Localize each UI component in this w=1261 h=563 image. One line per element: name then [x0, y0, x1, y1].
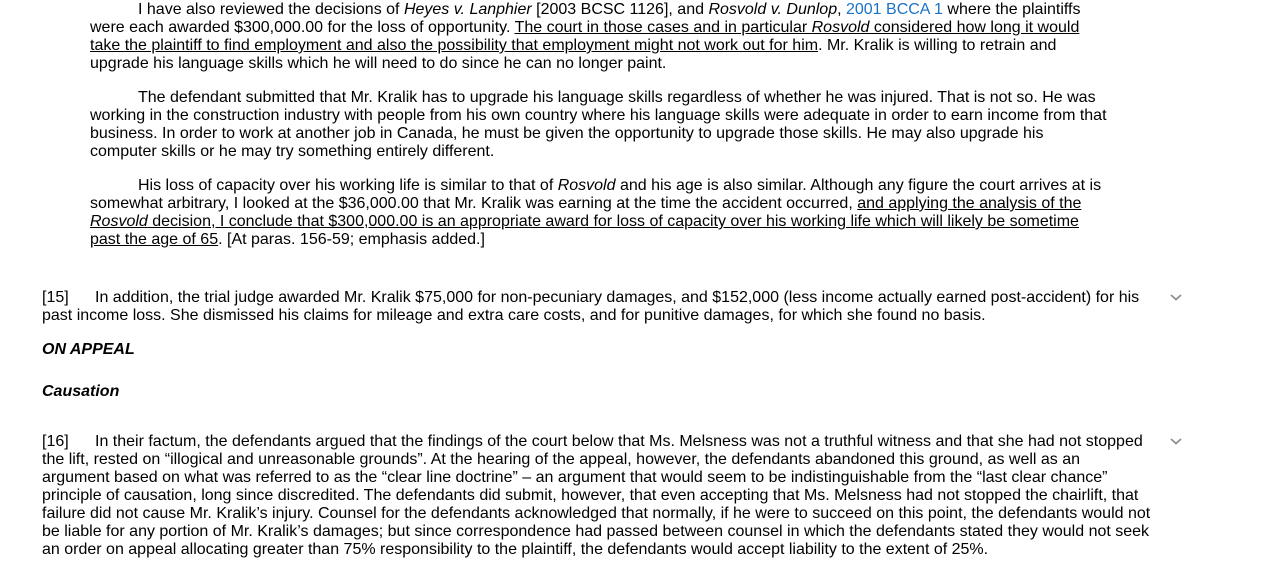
paragraph-15 [42, 289, 1152, 325]
quote-text: considered how long it would take the plaintiff to find employment and also the possibility that employment might not work out for him [90, 19, 1080, 54]
case-name: Rosvold [811, 19, 870, 36]
chevron-down-icon[interactable] [1168, 289, 1184, 305]
quote-text: I have also reviewed the decisions of [138, 1, 404, 18]
quote-text: The defendant submitted that Mr. Kralik has to upgrade his language skills regardless of whether he was injured. That is not so. He was working in the construction industry with people from his own country where his language skills were adequate in order to earn income from that business. In order to work at another job in Canada, he must be given the opportunity to upgrade those skills. He may also upgrade his computer skills or he may try something entirely different. [90, 89, 1107, 160]
quote-text: where the plaintiffs were each awarded $300,000.00 for the loss of opportunity. [90, 1, 1081, 36]
quote-paragraph-3 [90, 177, 1110, 249]
section-heading-on-appeal: ON APPEAL [42, 341, 135, 358]
quote-text: His loss of capacity over his working life is similar to that of [138, 177, 558, 194]
case-name: Rosvold v. Dunlop [708, 1, 838, 18]
paragraph-number: [16] [42, 433, 69, 450]
quote-text: . Mr. Kralik is willing to retrain and upgrade his language skills which he will need to do since he can no longer paint. [90, 37, 1057, 72]
quote-text: [2003 BCSC 1126], and [531, 1, 709, 18]
paragraph-16 [42, 433, 1152, 559]
quote-text: . [At paras. 156-59; emphasis added.] [218, 231, 485, 248]
paragraph-number: [15] [42, 289, 69, 306]
quote-text: and applying the analysis of the [857, 195, 1082, 212]
case-name: Rosvold [557, 177, 616, 194]
quote-text: and his age is also similar. Although any figure the court arrives at is somewhat arbitrary, I looked at the $36,000.00 that Mr. Kralik was earning at the time the accident occurred, [90, 177, 1102, 212]
quote-text: The court in those cases and in particular [514, 19, 812, 36]
quote-paragraph-2 [90, 89, 1110, 161]
quote-paragraph-1 [90, 1, 1110, 73]
paragraph-text: In their factum, the defendants argued that the findings of the court below that Ms. Melsness was not a truthful witness and that she had not stopped the lift, rested on “illogical and unreasonable grounds”. At the hearing of the appeal, however, the defendants abandoned this ground, as well as an argument based on what was referred to as the “clear line doctrine” – an argument that would seem to be indistinguishable from the “last clear chance” principle of causation, long since discredited. The defendants did submit, however, that even accepting that Ms. Melsness had not stopped the chairlift, that failure did not cause Mr. Kralik’s injury. Counsel for the defendants acknowledged that normally, if he were to succeed on this point, the defendants would not be liable for any portion of Mr. Kralik’s damages; but since correspondence had passed between counsel in which the defendants stated they would not seek an order on appeal allocating greater than 75% responsibility to the plaintiff, the defendants would accept liability to the extent of 25%. [42, 433, 1151, 558]
section-heading-causation: Causation [42, 383, 120, 400]
paragraph-text: In addition, the trial judge awarded Mr. Kralik $75,000 for non-pecuniary damages, and $152,000 (less income actually earned post-accident) for his past income loss. She dismissed his claims for mileage and extra care costs, and for punitive damages, for which she found no basis. [42, 289, 1140, 324]
quote-text: , [837, 1, 846, 18]
case-name: Rosvold [90, 213, 148, 230]
quote-text: decision, I conclude that $300,000.00 is an appropriate award for loss of capacity over his working life which will likely be sometime past the age of 65 [90, 213, 1079, 248]
citation-link[interactable]: 2001 BCCA 1 [845, 1, 943, 18]
chevron-down-icon[interactable] [1168, 433, 1184, 449]
case-name: Heyes v. Lanphier [403, 1, 532, 18]
